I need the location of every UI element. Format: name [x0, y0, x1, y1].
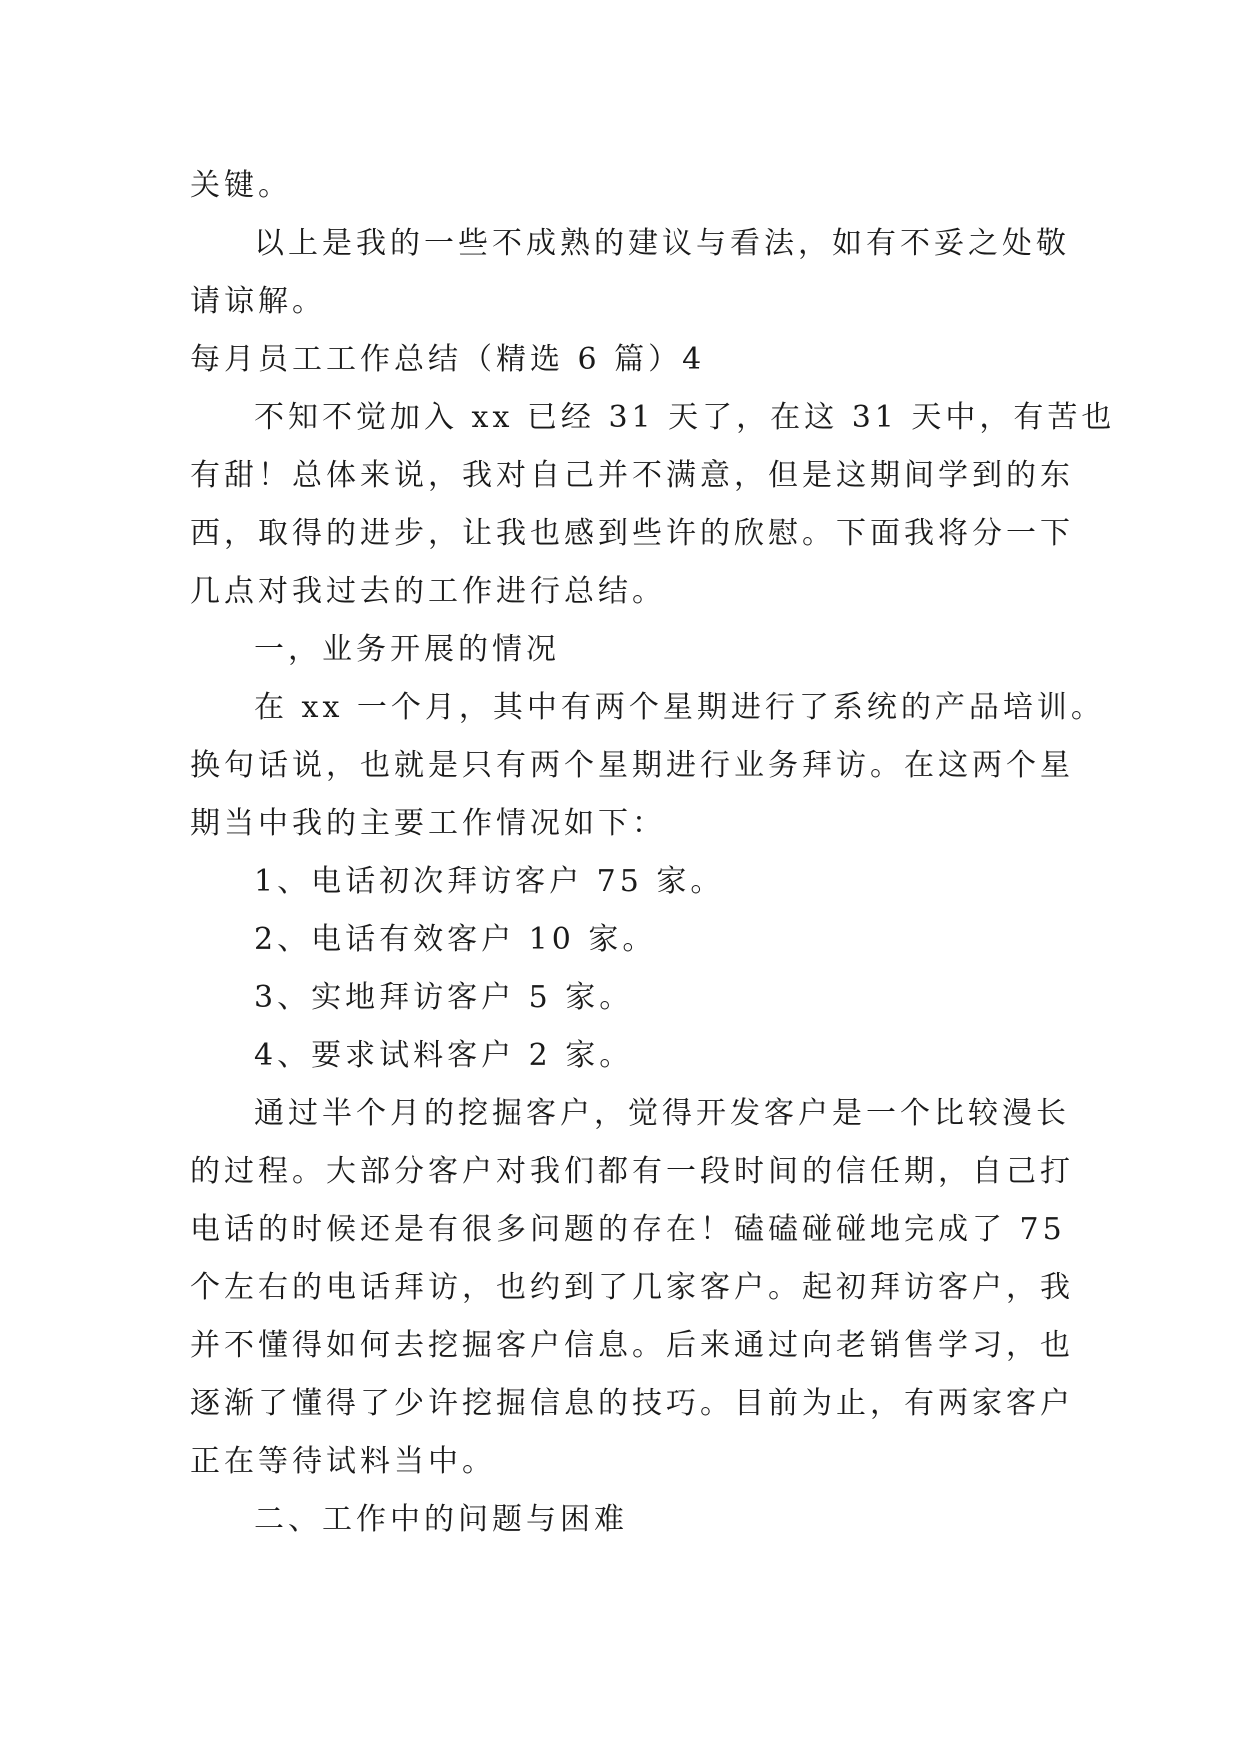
list-item: 3、实地拜访客户 5 家。	[254, 980, 634, 1015]
text-line: 有甜！总体来说，我对自己并不满意，但是这期间学到的东	[190, 458, 1074, 493]
subsection-heading: 一，业务开展的情况	[254, 632, 560, 667]
text-line: 不知不觉加入 xx 已经 31 天了，在这 31 天中，有苦也	[254, 400, 1116, 435]
section-heading: 每月员工工作总结（精选 6 篇）4	[190, 342, 706, 377]
text-line: 电话的时候还是有很多问题的存在！磕磕碰碰地完成了 75	[190, 1212, 1066, 1247]
text-line: 逐渐了懂得了少许挖掘信息的技巧。目前为止，有两家客户	[190, 1386, 1074, 1421]
text-line: 期当中我的主要工作情况如下：	[190, 806, 666, 841]
text-line: 的过程。大部分客户对我们都有一段时间的信任期，自己打	[190, 1154, 1074, 1189]
text-line: 通过半个月的挖掘客户，觉得开发客户是一个比较漫长	[254, 1096, 1070, 1131]
text-line: 正在等待试料当中。	[190, 1444, 496, 1479]
text-line: 并不懂得如何去挖掘客户信息。后来通过向老销售学习，也	[190, 1328, 1074, 1363]
text-line: 在 xx 一个月，其中有两个星期进行了系统的产品培训。	[254, 690, 1105, 725]
subsection-heading: 二、工作中的问题与困难	[254, 1502, 628, 1537]
text-line: 关键。	[190, 168, 292, 203]
text-line: 换句话说，也就是只有两个星期进行业务拜访。在这两个星	[190, 748, 1074, 783]
text-line: 西，取得的进步，让我也感到些许的欣慰。下面我将分一下	[190, 516, 1074, 551]
list-item: 4、要求试料客户 2 家。	[254, 1038, 634, 1073]
list-item: 2、电话有效客户 10 家。	[254, 922, 657, 957]
text-line: 个左右的电话拜访，也约到了几家客户。起初拜访客户，我	[190, 1270, 1074, 1305]
text-line: 以上是我的一些不成熟的建议与看法，如有不妥之处敬	[254, 226, 1070, 261]
text-line: 几点对我过去的工作进行总结。	[190, 574, 666, 609]
text-line: 请谅解。	[190, 284, 326, 319]
list-item: 1、电话初次拜访客户 75 家。	[254, 864, 725, 899]
